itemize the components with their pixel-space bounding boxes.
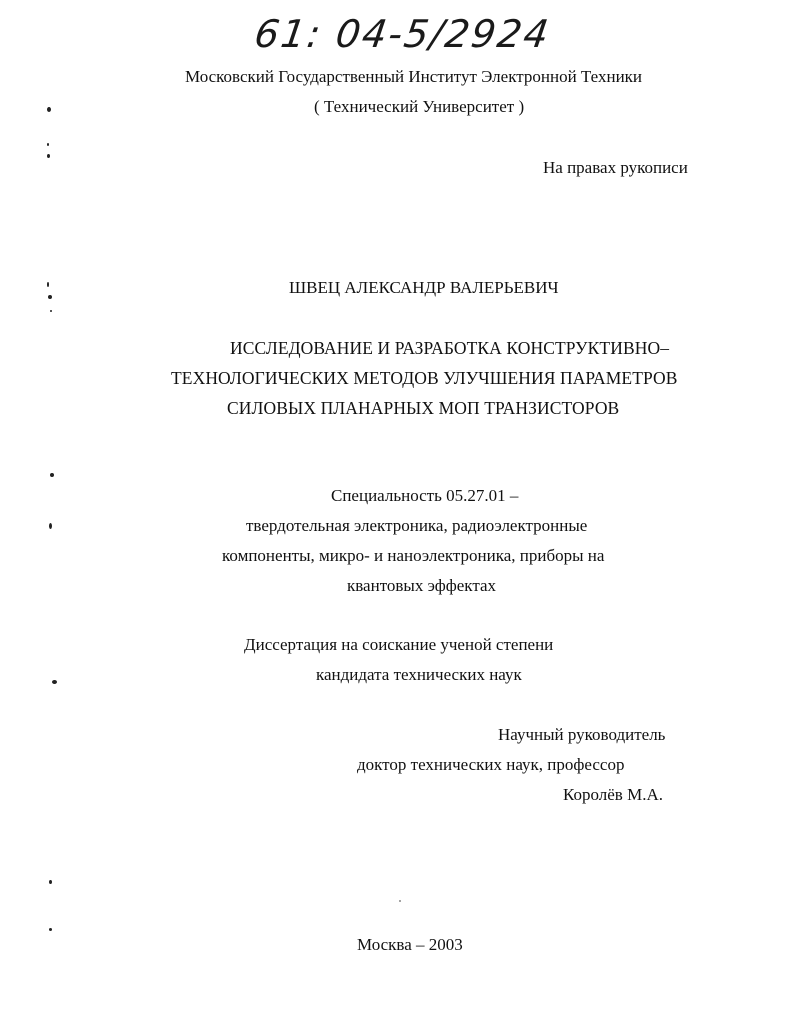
city-year: Москва – 2003 — [357, 935, 463, 954]
scan-speck — [48, 295, 52, 299]
supervisor-degree: доктор технических наук, профессор — [357, 755, 625, 774]
specialty-line-1: Специальность 05.27.01 – — [331, 486, 519, 505]
scan-speck — [47, 282, 49, 287]
supervisor-label: Научный руководитель — [498, 725, 666, 744]
supervisor-name: Королёв М.А. — [563, 785, 663, 804]
archive-number-handwritten: 61: 04-5/2924 — [251, 12, 554, 56]
specialty-line-3: компоненты, микро- и наноэлектроника, приборы на — [222, 546, 605, 565]
scan-speck — [47, 154, 50, 158]
scan-speck — [399, 900, 401, 902]
specialty-line-4: квантовых эффектах — [347, 576, 496, 595]
scan-speck — [50, 310, 52, 312]
scan-speck — [49, 523, 52, 529]
scan-speck — [50, 473, 54, 477]
title-line-3: СИЛОВЫХ ПЛАНАРНЫХ МОП ТРАНЗИСТОРОВ — [227, 398, 620, 418]
scan-speck — [47, 107, 51, 112]
manuscript-rights: На правах рукописи — [543, 158, 688, 177]
institute-name: Московский Государственный Институт Электронной Техники — [185, 67, 643, 86]
dissertation-line-1: Диссертация на соискание ученой степени — [244, 635, 554, 654]
author-name: ШВЕЦ АЛЕКСАНДР ВАЛЕРЬЕВИЧ — [289, 278, 559, 297]
specialty-line-2: твердотельная электроника, радиоэлектронные — [246, 516, 588, 535]
university-subtitle: ( Технический Университет ) — [314, 97, 525, 116]
title-line-1: ИССЛЕДОВАНИЕ И РАЗРАБОТКА КОНСТРУКТИВНО– — [230, 338, 670, 358]
scan-speck — [52, 680, 57, 684]
dissertation-line-2: кандидата технических наук — [316, 665, 522, 684]
scan-speck — [47, 143, 49, 146]
title-line-2: ТЕХНОЛОГИЧЕСКИХ МЕТОДОВ УЛУЧШЕНИЯ ПАРАМЕТРОВ — [171, 368, 678, 388]
scan-speck — [49, 880, 52, 884]
scan-speck — [49, 928, 52, 931]
